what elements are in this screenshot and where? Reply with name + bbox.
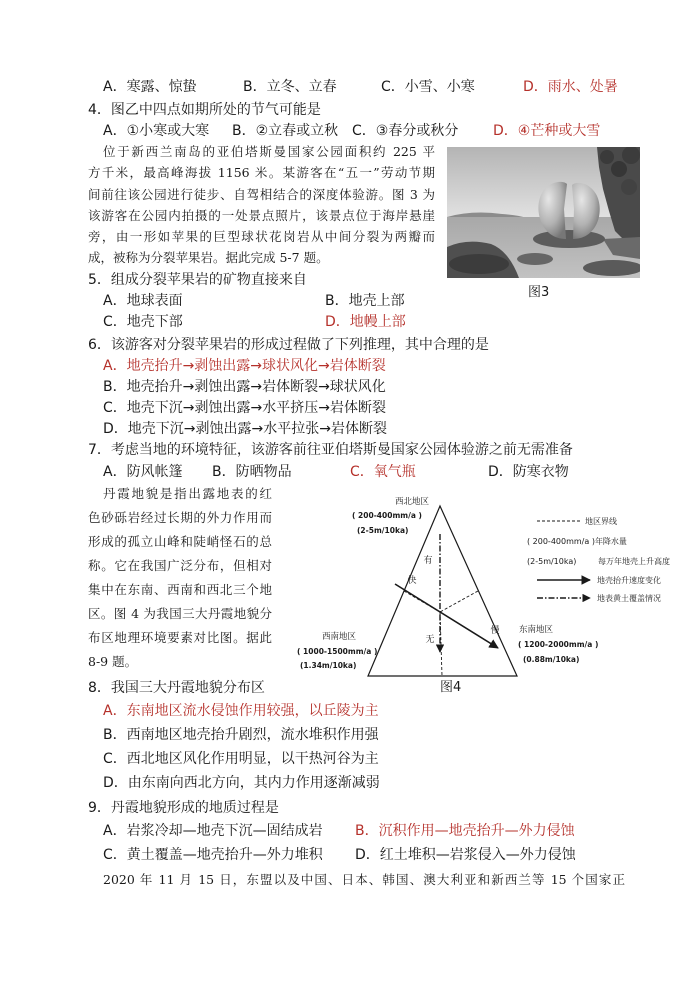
uplift-slow-label: 慢 [490, 626, 500, 636]
q9-option-c: C．黄土覆盖—地壳抬升—外力堆积 [103, 847, 323, 863]
region-boundary-line [440, 612, 442, 676]
q6-option-b: B．地壳抬升→剥蚀出露→岩体断裂→球状风化 [103, 379, 386, 395]
passage2-line: 8-9 题。 [88, 654, 138, 669]
q6-option-a: A．地壳抬升→剥蚀出露→球状风化→岩体断裂 [103, 358, 386, 374]
q3-option-b: B．立冬、立春 [243, 79, 337, 95]
region-boundary-line [440, 591, 478, 612]
passage1-line: 该游客在公园内拍摄的一处景点照片，该景点位于海岸悬崖 [88, 208, 435, 223]
q8-stem: 8．我国三大丹霞地貌分布区 [88, 680, 265, 696]
q4-option-c: C．③春分或秋分 [352, 123, 459, 139]
q5-option-a: A．地球表面 [103, 293, 183, 309]
passage1-line: 位于新西兰南岛的亚伯塔斯曼国家公园面积约 225 平 [103, 144, 435, 159]
figure3-caption: 图3 [528, 285, 550, 300]
southeast-precip: ( 1200-2000mm/a ) [518, 640, 599, 649]
q7-stem: 7．考虑当地的环境特征，该游客前往亚伯塔斯曼国家公园体验游之前无需准备 [88, 442, 573, 458]
danxia-comparison-diagram [290, 492, 692, 688]
northwest-region-name: 西北地区 [395, 497, 430, 507]
q4-option-b: B．②立春或立秋 [232, 123, 339, 139]
q3-option-d: D．雨水、处暑 [523, 79, 618, 95]
figure4-caption: 图4 [440, 680, 462, 695]
q6-stem: 6．该游客对分裂苹果岩的形成过程做了下列推理，其中合理的是 [88, 337, 489, 353]
northwest-precip: ( 200-400mm/a ) [352, 511, 422, 520]
q3-option-c: C．小雪、小寒 [381, 79, 475, 95]
q7-option-c: C．氧气瓶 [350, 464, 416, 480]
passage1-line: 成，被称为分裂苹果岩。据此完成 5-7 题。 [88, 250, 329, 265]
passage3-line: 2020 年 11 月 15 日，东盟以及中国、日本、韩国、澳大利亚和新西兰等 15 个国家正 [103, 872, 625, 887]
q4-stem: 4．图乙中四点如期所处的节气可能是 [88, 102, 321, 118]
legend-uplift-label: 每万年地壳上升高度 [598, 557, 670, 566]
legend-loess-arrow-label: 地表黄土覆盖情况 [597, 594, 661, 603]
q9-stem: 9．丹霞地貌形成的地质过程是 [88, 800, 279, 816]
loess-have-label: 有 [423, 556, 433, 566]
loess-none-label: 无 [425, 635, 435, 645]
photo-rock-base [533, 230, 605, 248]
q5-option-b: B．地壳上部 [325, 293, 405, 309]
southwest-precip: ( 1000-1500mm/a ) [297, 647, 378, 656]
passage1-line: 方千米，最高峰海拔 1156 米。某游客在“五一”劳动节期 [88, 165, 435, 180]
passage1-line: 间前往该公园进行徒步、自驾相结合的深度体验游。图 3 为 [88, 187, 435, 202]
q8-option-a: A．东南地区流水侵蚀作用较强，以丘陵为主 [103, 703, 379, 719]
passage2-line: 集中在东南、西南和西北三个地 [88, 582, 272, 597]
split-apple-rock-photo [447, 147, 640, 278]
uplift-speed-arrow [395, 584, 498, 648]
passage2-line: 布区地理环境要素对比图。据此 [88, 630, 272, 645]
legend-uplift-arrow-label: 地壳抬升速度变化 [597, 576, 661, 585]
southeast-uplift: (0.88m/10ka) [523, 655, 580, 664]
passage2-line: 区。图 4 为我国三大丹霞地貌分 [88, 606, 272, 621]
q5-option-c: C．地壳下部 [103, 314, 183, 330]
q8-option-c: C．西北地区风化作用明显，以干热河谷为主 [103, 751, 379, 767]
q9-option-b: B．沉积作用—地壳抬升—外力侵蚀 [355, 823, 575, 839]
passage2-line: 丹霞地貌是指出露地表的红 [103, 486, 272, 501]
q6-option-d: D．地壳下沉→剥蚀出露→水平拉张→岩体断裂 [103, 421, 387, 437]
q4-option-d: D．④芒种或大雪 [493, 123, 601, 139]
southeast-region-name: 东南地区 [519, 625, 554, 635]
uplift-fast-label: 快 [407, 576, 417, 586]
q3-option-a: A．寒露、惊蛰 [103, 79, 197, 95]
q5-stem: 5．组成分裂苹果岩的矿物直接来自 [88, 272, 307, 288]
passage2-line: 形成的孤立山峰和陡峭怪石的总 [88, 534, 272, 549]
legend-precip-sample: ( 200-400mm/a )年降水量 [527, 537, 627, 546]
passage2-line: 称。它在我国广泛分布，但相对 [88, 558, 272, 573]
q5-option-d: D．地幔上部 [325, 314, 406, 330]
q4-option-a: A．①小寒或大寒 [103, 123, 210, 139]
q8-option-d: D．由东南向西北方向，其内力作用逐渐减弱 [103, 775, 380, 791]
southwest-uplift: (1.34m/10ka) [300, 661, 357, 670]
legend-uplift-sample: (2-5m/10ka) [527, 557, 577, 566]
passage2-line: 色砂砾岩经过长期的外力作用而 [88, 510, 272, 525]
northwest-uplift: (2-5m/10ka) [357, 526, 409, 535]
q6-option-c: C．地壳下沉→剥蚀出露→水平挤压→岩体断裂 [103, 400, 386, 416]
q7-option-a: A．防风帐篷 [103, 464, 183, 480]
legend-boundary-label: 地区界线 [585, 517, 617, 526]
q9-option-d: D．红土堆积—岩浆侵入—外力侵蚀 [355, 847, 576, 863]
southwest-region-name: 西南地区 [322, 632, 357, 642]
q9-option-a: A．岩浆冷却—地壳下沉—固结成岩 [103, 823, 323, 839]
passage1-line: 旁，由一形如苹果的巨型球状花岗岩从中间分裂为两瓣而 [88, 229, 435, 244]
q7-option-b: B．防晒物品 [212, 464, 292, 480]
q8-option-b: B．西南地区地壳抬升剧烈，流水堆积作用强 [103, 727, 379, 743]
q7-option-d: D．防寒衣物 [488, 464, 569, 480]
